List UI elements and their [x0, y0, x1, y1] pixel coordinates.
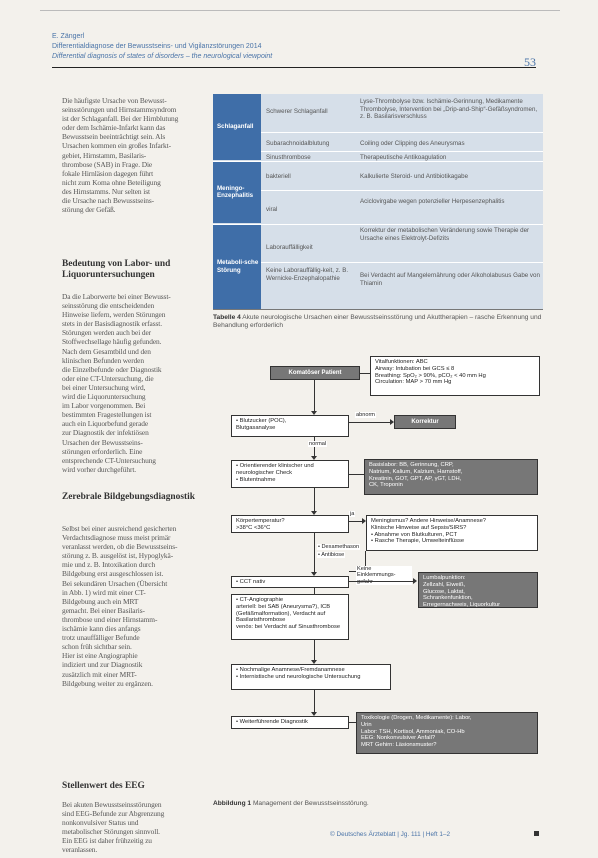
tox-line: Toxikologie (Drogen, Medikamente): Labor, — [361, 715, 472, 721]
step-line: (Gefäßmalformation), Verdacht auf — [236, 610, 326, 617]
connector — [349, 474, 364, 475]
figure-caption-text: Management der Bewusstseinsstörung. — [252, 800, 369, 807]
text-line: bestimmten Fragestellungen ist — [62, 410, 152, 420]
table-cond: Sinusthrombose — [266, 154, 311, 161]
text-line: Bildgebung erst ausgeschlossen ist. — [62, 569, 164, 579]
text-line: zur Diagnostik der infektiösen — [62, 428, 149, 438]
figure-caption-label: Abbildung 1 — [213, 800, 252, 807]
vital-line: Circulation: MAP > 70 mm Hg — [375, 379, 452, 386]
text-line: fokale Hirnläsion dagegen führt — [62, 168, 154, 178]
section-imaging-paragraph — [62, 524, 200, 688]
connector — [349, 722, 356, 723]
text-line: störungen erforderlich. Eine — [62, 446, 143, 456]
vital-line: Vitalfunktionen: ABC — [375, 359, 428, 365]
section-lab-paragraph — [62, 292, 200, 474]
connector — [314, 533, 315, 573]
connector — [360, 373, 370, 374]
connector — [314, 690, 315, 713]
text-line: oder eine CT-Untersuchung, die — [62, 373, 154, 383]
table-cond: bakteriell — [266, 173, 291, 180]
step-line: arteriell: bei SAB (Aneurysma?), ICB — [236, 603, 331, 610]
connector — [314, 488, 315, 512]
text-line: Nach dem Gesamtbild und den — [62, 346, 151, 356]
text-line: oder dem Ischämie-Infarkt kann das — [62, 123, 166, 133]
text-line: schon früh sichtbar sein. — [62, 642, 132, 652]
label-dexamethason: • Dexamethason — [318, 544, 360, 550]
text-line: störung der Gefäß. — [62, 205, 116, 215]
header-title-de: Differentialdiagnose der Bewusstseins- und Vigilanzstörungen 2014 — [52, 43, 262, 50]
text-line: wird vorher durchgeführt. — [62, 464, 137, 474]
label-abnormal: abnorm — [356, 412, 375, 418]
start-box-comatose-patient: Komatöser Patient — [270, 366, 360, 380]
table-action: Coiling oder Clipping des Aneurysmas — [360, 140, 465, 147]
table-action: Kalkulierte Steroid- und Antibiotikagabe — [360, 173, 469, 180]
text-line: Bildgebung auch ein MRT — [62, 596, 139, 606]
table-caption — [213, 314, 543, 330]
text-line: gebiet, Hirnstamm, Basilaris- — [62, 150, 147, 160]
text-line: die Ursache nach Bewusstseins- — [62, 196, 155, 206]
header-author: E. Zängerl — [52, 33, 85, 40]
text-line: Da die Laborwerte bei einer Bewusst- — [62, 292, 171, 301]
text-line: stets in der Basisdiagnostik erfasst. — [62, 319, 162, 329]
text-line: Ursachen der Bewusstseins- — [62, 437, 143, 447]
table-divider — [213, 161, 543, 162]
step-line: • CT-Angiographie — [236, 597, 284, 603]
table-caption-label: Tabelle 4 — [213, 314, 241, 321]
step-line: venös: bei Verdacht auf Sinusthrombose — [236, 624, 341, 631]
text-line: Selbst bei einer ausreichend gesicherten — [62, 524, 177, 533]
section-eeg-paragraph — [62, 800, 200, 855]
table-divider — [261, 190, 543, 191]
step-blood-sugar — [231, 415, 349, 437]
vital-line: Airway: Intubation bei GCS ≤ 8 — [375, 365, 455, 372]
section-heading-imaging: Zerebrale Bildgebungsdiagnostik — [62, 492, 195, 502]
csf-line: Zellzahl, Eiweiß, — [423, 581, 466, 588]
text-line: nonkonvulsiver Status und — [62, 818, 139, 828]
lab-line: Kreatinin, GOT, GPT, AP, γGT, LDH, — [369, 475, 462, 482]
tox-line: Urin — [361, 721, 372, 728]
meningism-box — [366, 515, 538, 551]
text-line: gemacht. Bei einer Basilaris- — [62, 605, 145, 615]
step-line: • Blutzucker (POC), — [236, 418, 287, 424]
text-line: im Labor vorgenommen. Bei — [62, 401, 146, 411]
text-line: veranlasst werden, ob die Bewusstseins- — [62, 542, 178, 552]
text-line: seinsstörung die entscheidenden — [62, 301, 155, 311]
table-action: Bei Verdacht auf Mangelernährung oder Alkoholabusus Gabe von Thiamin — [360, 272, 540, 287]
text-line: in Abb. 1) wird mit einer CT- — [62, 587, 146, 597]
text-line: störung z. B. ausgelöst ist, Hypoglykä- — [62, 551, 174, 561]
step-ct-angiography — [231, 594, 349, 640]
text-line: Stoffwechsellage häufig gefunden. — [62, 337, 162, 347]
page-number: 53 — [524, 55, 536, 69]
text-line: des Hirnstamms. Nur selten ist — [62, 186, 150, 196]
footer-marker — [534, 831, 539, 836]
connector — [349, 581, 414, 582]
text-line: klinischen Befunden werden — [62, 355, 144, 365]
tox-line: EEG: Nonkonvulsiver Anfall? — [361, 735, 436, 742]
table-divider — [261, 151, 543, 152]
csf-line: Glucose, Laktat, — [423, 588, 465, 595]
text-line: die Einzelbefunde oder Diagnostik — [62, 364, 162, 374]
section-heading-lab: Bedeutung von Labor- und Liquoruntersuchungen — [62, 259, 171, 280]
step-line: • Orientierender klinischer und — [236, 463, 314, 469]
step-line: • Internistische und neurologische Untersuchung — [236, 673, 361, 680]
lab-line: Basislabor: BB, Gerinnung, CRP, — [369, 462, 454, 468]
text-line: ist der Schlaganfall. Bei der Hirnblutung — [62, 114, 179, 124]
meningism-line: • Abnahme von Blutkulturen, PCT — [371, 531, 458, 538]
step-line: Blutgasanalyse — [236, 424, 276, 431]
meningism-line: • Rasche Therapie, Umwelteinflüsse — [371, 538, 465, 545]
table-cond: viral — [266, 206, 278, 213]
table-divider — [213, 224, 543, 225]
text-line: zusätzlich mit einer MRT- — [62, 669, 137, 679]
csf-line: Lumbalpunktion: — [423, 575, 466, 581]
csf-line: Erregernachweis, Liquorkultur — [423, 602, 501, 609]
text-line: nicht zum Koma ohne Beteiligung — [62, 177, 161, 187]
label-yes: ja — [350, 511, 355, 517]
tox-line: Labor: TSH, Kortisol, Ammoniak, CO-Hb — [361, 728, 465, 735]
table-cond: Schwerer Schlaganfall — [266, 108, 328, 115]
step-anamnesis-exam — [231, 664, 391, 690]
meningism-line: Meningismus? Andere Hinweise/Anamnese? — [371, 518, 487, 524]
lab-line: CK, Troponin — [369, 482, 403, 489]
text-line: Bildgebung weiter zu ergänzen. — [62, 678, 153, 688]
text-line: Bei sekundären Ursachen (Übersicht — [62, 578, 168, 588]
meningism-line: Klinische Hinweise auf Sepsis/SIRS? — [371, 524, 467, 531]
connector — [314, 380, 315, 413]
top-rule — [40, 10, 560, 11]
text-line: Die häufigste Ursache von Bewusst- — [62, 96, 167, 105]
table-divider — [261, 262, 543, 263]
vital-functions-box — [370, 356, 540, 396]
text-line: ischämie kann dies anfangs — [62, 624, 141, 634]
table-cond: Laborauffälligkeit — [266, 244, 313, 251]
table-caption-text: Akute neurologische Ursachen einer Bewusstseinsstörung und Akuttherapien – rasche Erkennung und Behandlung erforderlich — [213, 314, 542, 329]
label-antibiotics: • Antibiose — [318, 552, 345, 558]
step-line: Basilaristhrombose — [236, 617, 286, 624]
vital-line: Breathing: SpO₂ > 90%, pCO₂ < 40 mm Hg — [375, 372, 486, 379]
step-line: Körpertemperatur? — [236, 518, 285, 524]
tox-line: MRT Gehirn: Läsionsmuster? — [361, 742, 437, 749]
text-line: Ein EEG ist daher frühzeitig zu — [62, 836, 152, 846]
step-further-diagnostics — [231, 716, 349, 729]
table-action: Aciclovirgabe wegen potenzieller Herpesenzephalitis — [360, 198, 505, 205]
step-temperature — [231, 515, 349, 533]
text-line: thrombose und einer Hirnstamm- — [62, 614, 158, 624]
table-action: Korrektur der metabolischen Veränderung sowie Therapie der Ursache eines Elektrolyt-Defizits — [360, 227, 530, 242]
text-line: Hinweise liefern, werden Störungen — [62, 310, 166, 320]
connector — [314, 640, 315, 661]
connector — [314, 437, 315, 457]
lab-line: Natrium, Kalium, Kalzium, Harnstoff, — [369, 468, 463, 475]
csf-line: Schrankenfunktion, — [423, 595, 473, 602]
text-line: trotz unauffälliger Befunde — [62, 633, 140, 643]
intro-paragraph — [62, 96, 200, 214]
label-no-herniation: Keine Einklemmungs- — [356, 566, 412, 585]
arrow-right — [413, 578, 417, 584]
table-cond: Subarachnoidalblutung — [266, 140, 330, 147]
figure-caption — [213, 800, 543, 808]
basic-lab-box — [364, 459, 538, 495]
text-line: Verdachtsdiagnose muss meist primär — [62, 533, 171, 543]
correction-box: Korrektur — [394, 415, 456, 429]
step-cct-native — [231, 576, 349, 588]
footer-credit: © Deutsches Ärzteblatt | Jg. 111 | Heft 1–2 — [330, 831, 451, 838]
step-line: • Nochmalige Anamnese/Fremdanamnese — [236, 667, 345, 673]
header-title-en: Differential diagnosis of states of disorders – the neurological viewpoint — [52, 53, 273, 60]
step-line: • Blutentnahme — [236, 476, 276, 483]
connector — [349, 422, 392, 423]
text-line: Störungen werden auch bei der — [62, 328, 152, 338]
text-line: indiziert und zur Diagnostik — [62, 660, 143, 670]
lumbar-puncture-box — [418, 572, 538, 608]
text-line: bei einer Untersuchung wird, — [62, 382, 146, 392]
table-divider — [261, 132, 543, 133]
text-line: Hier ist eine Angiographie — [62, 651, 138, 661]
text-line: auch ein Liquorbefund gerade — [62, 419, 149, 429]
table-category-metabolic: Metaboli-sche Störung — [213, 224, 261, 309]
table-cond: Keine Laborauffällig-keit, z. B. Wernicke-Enzephalopathie — [266, 267, 349, 282]
text-line: thrombose (SAB) in Frage. Die — [62, 159, 153, 169]
text-line: sind EEG-Befunde zur Abgrenzung — [62, 809, 165, 819]
toxicology-box — [356, 712, 538, 754]
table-action: Lyse-Thrombolyse bzw. Ischämie-Gerinnung, Medikamente Thrombolyse, Intervention bei „Drip-and-Ship“-Gefäßsyndromen, z. B. Basilarisverschluss — [360, 98, 538, 121]
text-line: seinsstörungen und Hirnstammsyndrom — [62, 105, 177, 115]
step-line: • CCT nativ — [236, 579, 266, 585]
step-clinical-check — [231, 460, 349, 488]
text-line: mie und z. B. Intoxikation durch — [62, 560, 156, 570]
text-line: Ursachen kommen ein großes Infarkt- — [62, 141, 171, 151]
text-line: Bewusstsein beeinträchtigt sein. Als — [62, 132, 166, 142]
text-line: wird die Liquoruntersuchung — [62, 392, 146, 402]
text-line: entsprechende CT-Untersuchung — [62, 455, 156, 465]
header-rule — [52, 67, 536, 68]
text-line: metabolischer Störungen sinnvoll. — [62, 827, 160, 837]
label-normal: normal — [309, 441, 327, 447]
step-line: • Weiterführende Diagnostik — [236, 719, 308, 725]
table-action: Therapeutische Antikoagulation — [360, 154, 447, 161]
text-line: Bei akuten Bewusstseinsstörungen — [62, 800, 162, 809]
table-category-stroke: Schlaganfall — [213, 94, 261, 160]
section-heading-eeg: Stellenwert des EEG — [62, 781, 145, 791]
table-category-meningo: Meningo-Enzephalitis — [213, 161, 261, 223]
step-line: neurologischer Check — [236, 469, 293, 476]
step-line: >38°C <36°C — [236, 524, 271, 531]
text-line: veranlassen. — [62, 845, 98, 855]
